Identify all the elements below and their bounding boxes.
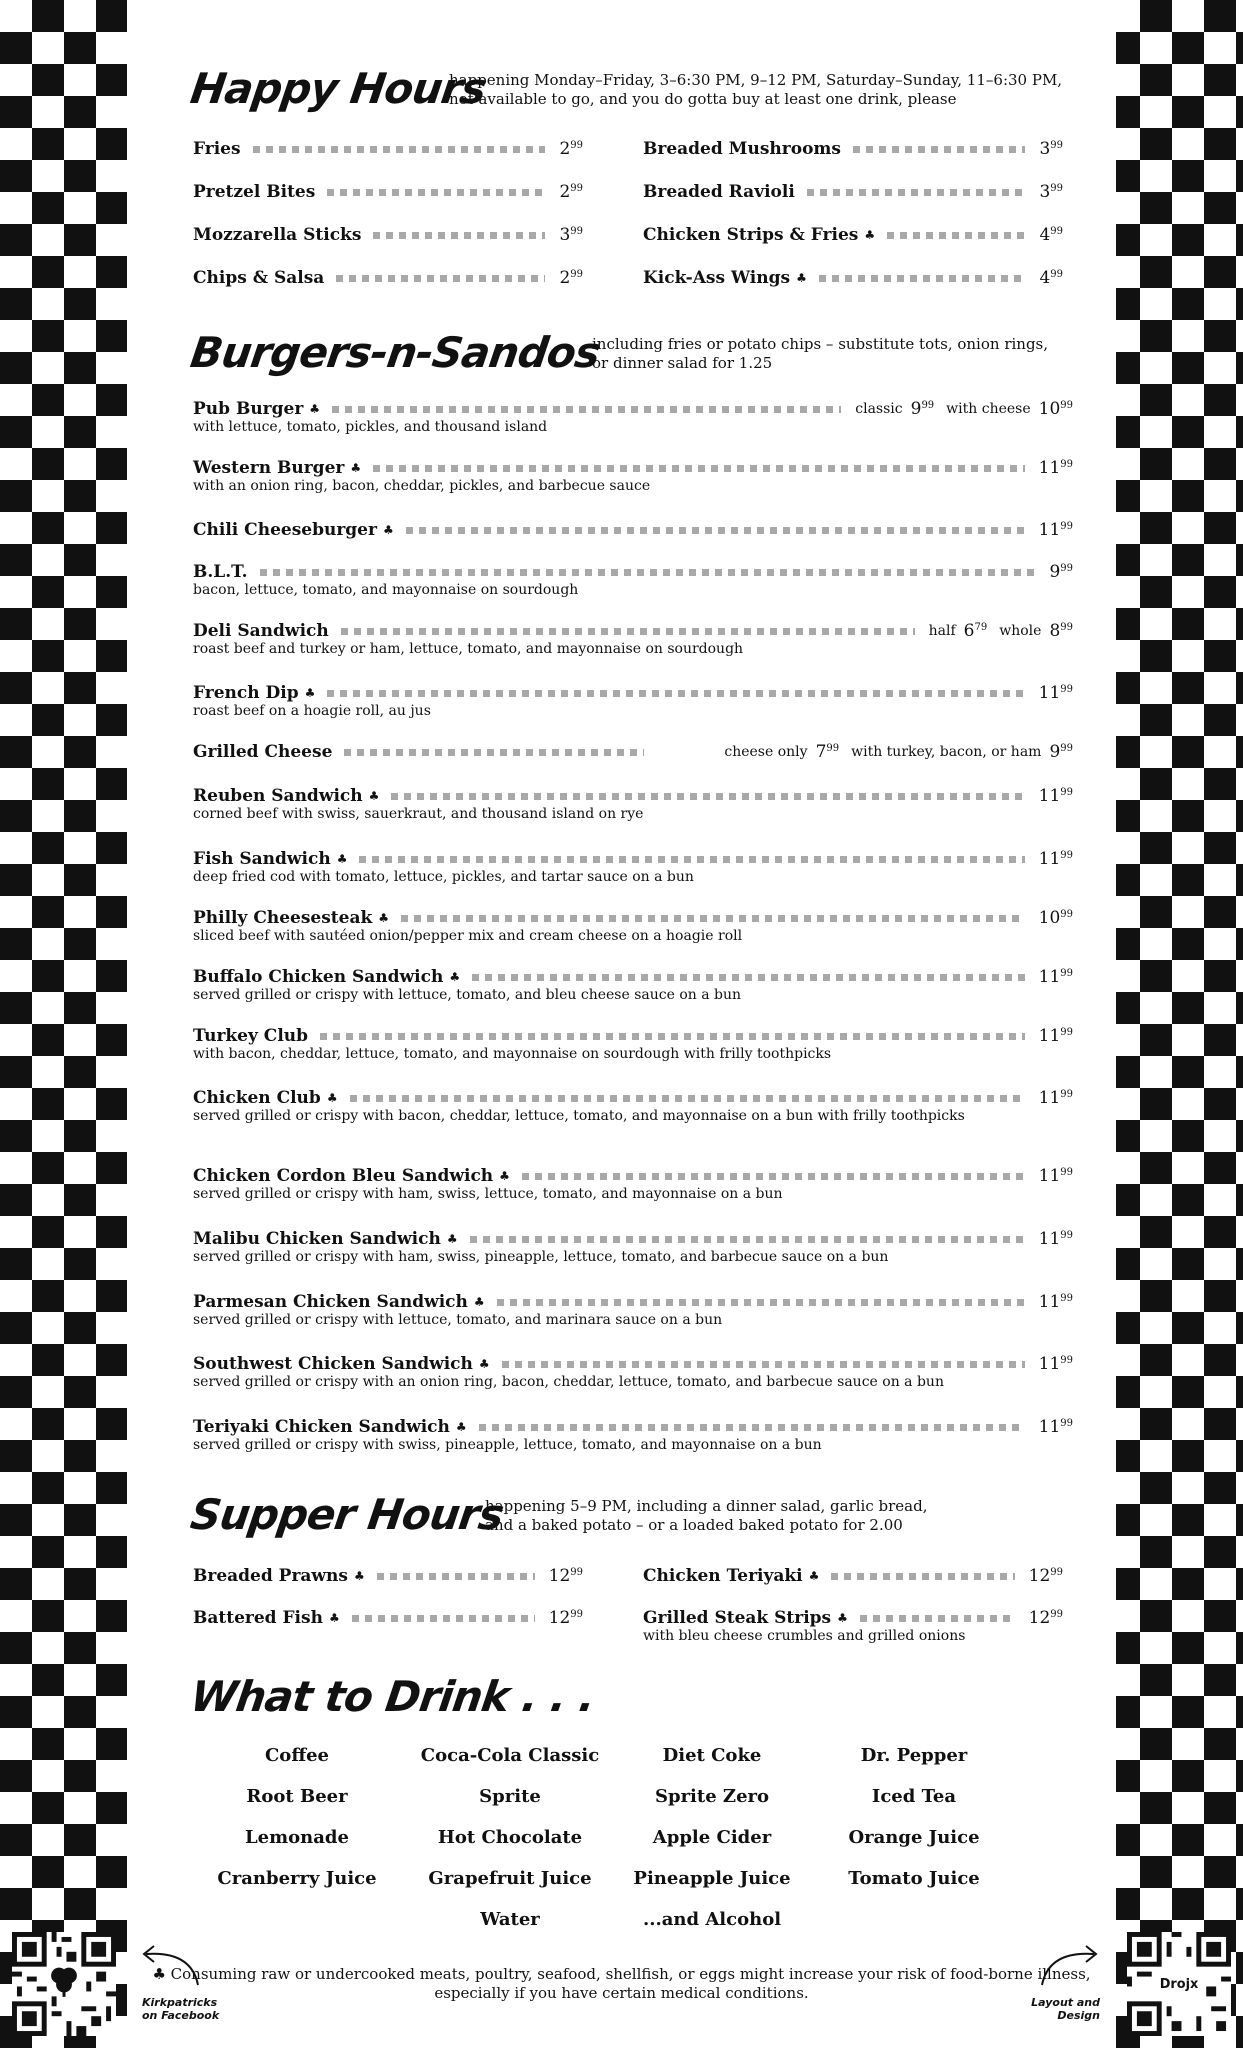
dot-leader [470,1236,1025,1243]
dot-leader [887,232,1025,239]
item-name: Turkey Club [193,1026,309,1046]
drink-item: Sprite Zero [654,1786,770,1807]
clover-icon: ♣ [328,1611,340,1625]
item-price [1049,621,1073,641]
item-name: Chips & Salsa [193,268,325,288]
variant-label: with cheese [946,401,1031,417]
item-description: served grilled or crispy with ham, swiss, lettuce, tomato, and mayonnaise on a bun [193,1186,783,1202]
item-price [549,1608,583,1628]
happy-hours-title: Happy Hours [187,64,489,113]
item-name: Grilled Steak Strips [643,1608,832,1628]
item-price-cents: 99 [1060,1230,1073,1241]
item-description: sliced beef with sautéed onion/pepper mix and cream cheese on a hoagie roll [193,928,743,944]
item-price-cents: 99 [1050,140,1063,151]
item-price [1049,562,1073,582]
item-price-dollars: 11 [1038,849,1061,869]
variant-price [964,621,988,641]
qr-center-text: Drojx [1159,1976,1199,1992]
clover-icon: ♣ [353,1569,365,1583]
menu-item [193,224,583,246]
item-description: bacon, lettuce, tomato, and mayonnaise on sourdough [193,582,579,598]
item-price-cents: 99 [570,140,583,151]
item-price [1029,1608,1063,1628]
menu-item [643,181,1063,203]
item-description: corned beef with swiss, sauerkraut, and thousand island on rye [193,806,644,822]
menu-item [193,1228,1073,1250]
item-price-cents: 99 [1060,743,1073,754]
dot-leader [853,146,1025,153]
happy-hours-note: happening Monday–Friday, 3–6:30 PM, 9–12 PM, Saturday–Sunday, 11–6:30 PM, not available to go, and you do gotta buy at least one drink, please [449,71,1063,108]
dot-leader [377,1573,535,1580]
item-price [1039,520,1073,540]
item-name: Battered Fish [193,1608,323,1628]
item-name: Western Burger [193,458,345,478]
item-price-dollars: 11 [1038,786,1061,806]
item-description: served grilled or crispy with lettuce, tomato, and marinara sauce on a bun [193,1312,723,1328]
item-price [1049,742,1073,762]
drink-item: Coca-Cola Classic [420,1745,600,1766]
dot-leader [860,1615,1015,1622]
drink-item: Grapefruit Juice [428,1868,592,1889]
variant-label: classic [855,401,903,417]
variant-price-dollars: 7 [815,742,827,762]
item-name: Pub Burger [193,399,304,419]
item-price [1039,458,1073,478]
dot-leader [502,1361,1025,1368]
dot-leader [344,749,644,756]
item-name: Teriyaki Chicken Sandwich [193,1417,450,1437]
drink-item: ...and Alcohol [642,1909,782,1930]
item-price-dollars: 11 [1038,1354,1061,1374]
menu-item [643,138,1063,160]
item-name: Kick-Ass Wings [643,268,791,288]
dot-leader [352,1615,535,1622]
dot-leader [401,915,1025,922]
item-description: roast beef on a hoagie roll, au jus [193,703,431,719]
item-price [1039,683,1073,703]
variant-price [911,399,935,419]
menu-item [193,181,583,203]
menu-item [193,398,1073,420]
clover-icon: ♣ [382,523,394,537]
menu-item [193,561,1073,583]
variant-price [816,742,840,762]
clover-icon: ♣ [368,789,380,803]
item-description: served grilled or crispy with swiss, pineapple, lettuce, tomato, and mayonnaise on a bun [193,1437,822,1453]
dot-leader [497,1299,1025,1306]
item-price [1039,1026,1073,1046]
item-description: served grilled or crispy with an onion ring, bacon, cheddar, lettuce, tomato, and barbecue sauce on a bun [193,1374,944,1390]
item-price [1039,1354,1073,1374]
variant-label: whole [999,623,1042,639]
supper-hours-title: Supper Hours [187,1490,507,1539]
checkerboard-border-left [0,0,127,2048]
clover-icon: ♣ [446,1232,458,1246]
item-price-cents: 99 [1050,1567,1063,1578]
drink-item: Coffee [264,1745,329,1766]
dot-leader [479,1424,1025,1431]
menu-item [193,785,1073,807]
item-description: with an onion ring, bacon, cheddar, pickles, and barbecue sauce [193,478,651,494]
item-price-dollars: 4 [1039,268,1051,288]
item-name: Mozzarella Sticks [193,225,362,245]
item-name: Southwest Chicken Sandwich [193,1354,473,1374]
item-name: Reuben Sandwich [193,786,363,806]
item-price-dollars: 11 [1038,1166,1061,1186]
clover-icon: ♣ [378,911,390,925]
dot-leader [406,527,1025,534]
item-price-dollars: 3 [1039,139,1051,159]
item-price-cents: 99 [1050,269,1063,280]
drink-item: Sprite [479,1786,541,1807]
item-price-cents: 99 [570,269,583,280]
menu-item [193,1416,1073,1438]
item-price-dollars: 12 [1028,1566,1051,1586]
item-price-dollars: 11 [1038,1292,1061,1312]
item-name: Buffalo Chicken Sandwich [193,967,444,987]
item-price-cents: 99 [570,1609,583,1620]
item-price [1039,1417,1073,1437]
item-price [1039,399,1073,419]
item-description: with lettuce, tomato, pickles, and thousand island [193,419,548,435]
variant-label: with turkey, bacon, or ham [851,744,1042,760]
dot-leader [260,569,1036,576]
item-name: Philly Cheesesteak [193,908,373,928]
item-name: Chicken Club [193,1088,321,1108]
qr-code-icon [1127,1932,1231,2036]
dot-leader [831,1573,1014,1580]
drink-item: Dr. Pepper [860,1745,968,1766]
drink-item: Root Beer [246,1786,348,1807]
dot-leader [373,232,545,239]
item-price-dollars: 12 [548,1566,571,1586]
dot-leader [819,275,1026,282]
item-name: Pretzel Bites [193,182,316,202]
clover-icon: ♣ [837,1611,848,1625]
menu-item [193,907,1073,929]
item-price [559,139,583,159]
item-price [1039,225,1063,245]
menu-item [193,1025,1073,1047]
clover-icon: ♣ [304,686,316,700]
item-price-dollars: 11 [1038,1229,1061,1249]
item-price [1039,967,1073,987]
facebook-label: Kirkpatricks on Facebook [142,1996,220,2022]
drink-item: Pineapple Juice [633,1868,791,1889]
dot-leader [320,1033,1025,1040]
item-price-dollars: 11 [1038,683,1061,703]
dot-leader [373,465,1025,472]
clover-icon: ♣ [336,852,348,866]
arrow-icon-right [1032,1940,1102,1994]
item-price [1039,182,1063,202]
dot-leader [522,1173,1025,1180]
item-price-dollars: 11 [1038,1088,1061,1108]
item-name: Chili Cheeseburger [193,520,377,540]
dot-leader [350,1095,1025,1102]
item-name: Chicken Teriyaki [643,1566,803,1586]
item-price-dollars: 9 [1049,742,1061,762]
item-name: Parmesan Chicken Sandwich [193,1292,468,1312]
item-name: Fish Sandwich [193,849,331,869]
item-price-cents: 99 [1060,787,1073,798]
item-price [1029,1566,1063,1586]
item-name: Breaded Mushrooms [643,139,841,159]
menu-item [643,267,1063,289]
menu-item [643,224,1063,246]
drink-item: Iced Tea [871,1786,957,1807]
menu-item [643,1607,1063,1629]
item-price-dollars: 11 [1038,967,1061,987]
item-price-cents: 99 [1060,459,1073,470]
item-name: Deli Sandwich [193,621,329,641]
item-name: Chicken Strips & Fries [643,225,859,245]
variant-label: cheese only [724,744,808,760]
item-price [549,1566,583,1586]
item-price-dollars: 12 [548,1608,571,1628]
item-price [1039,1292,1073,1312]
menu-item [193,1607,583,1629]
item-price [1039,849,1073,869]
dot-leader [327,690,1024,697]
drink-item: Tomato Juice [848,1868,980,1889]
item-description: served grilled or crispy with ham, swiss, pineapple, lettuce, tomato, and barbecue sauce on a bun [193,1249,889,1265]
item-price-cents: 99 [570,226,583,237]
variant-label: half [928,623,956,639]
item-description: served grilled or crispy with bacon, cheddar, lettuce, tomato, and mayonnaise on a bun with frilly toothpicks [193,1108,965,1124]
item-price-cents: 99 [570,1567,583,1578]
item-price-dollars: 2 [559,268,571,288]
menu-item [193,1353,1073,1375]
dot-leader [341,628,915,635]
item-price-cents: 99 [1060,1293,1073,1304]
item-description: served grilled or crispy with lettuce, tomato, and bleu cheese sauce on a bun [193,987,742,1003]
dot-leader [807,189,1026,196]
item-description: with bleu cheese crumbles and grilled onions [643,1628,966,1644]
menu-item [193,848,1073,870]
dot-leader [332,406,841,413]
item-price-cents: 99 [1060,1418,1073,1429]
item-price-dollars: 2 [559,139,571,159]
item-price-cents: 99 [1050,1609,1063,1620]
variant-price-cents: 79 [974,622,988,633]
item-price-cents: 99 [1050,183,1063,194]
item-price-dollars: 11 [1038,520,1061,540]
item-price-dollars: 9 [1049,562,1061,582]
item-price-cents: 99 [1060,850,1073,861]
menu-item [193,267,583,289]
item-price-dollars: 8 [1049,621,1061,641]
item-name: Fries [193,139,241,159]
item-description: roast beef and turkey or ham, lettuce, tomato, and mayonnaise on sourdough [193,641,744,657]
item-description: deep fried cod with tomato, lettuce, pickles, and tartar sauce on a bun [193,869,694,885]
item-price [1039,1088,1073,1108]
item-price-cents: 99 [1060,1027,1073,1038]
qr-code-icon [12,1932,116,2036]
item-price-cents: 99 [1060,909,1073,920]
item-price-dollars: 10 [1038,908,1061,928]
drink-item: Lemonade [245,1827,349,1848]
item-price [1039,908,1073,928]
clover-icon: ♣ [449,970,461,984]
item-price-dollars: 12 [1028,1608,1051,1628]
item-price-dollars: 10 [1038,399,1061,419]
item-price-cents: 99 [1060,1167,1073,1178]
burgers-note: including fries or potato chips – substitute tots, onion rings, or dinner salad for 1.25 [592,335,1049,372]
menu-item [193,620,1073,642]
clover-icon: ♣ [864,228,876,242]
clover-icon: ♣ [499,1169,510,1183]
menu-item [193,457,1073,479]
qr-code-facebook[interactable] [12,1932,116,2036]
drink-item: Diet Coke [662,1745,762,1766]
clover-icon: ♣ [478,1357,490,1371]
menu-item [193,1565,583,1587]
item-name: B.L.T. [193,562,248,582]
dot-leader [472,974,1025,981]
dot-leader [253,146,546,153]
drink-item: Water [480,1909,540,1930]
item-price-dollars: 11 [1038,1026,1061,1046]
variant-price-cents: 99 [826,743,840,754]
item-price [559,268,583,288]
food-safety-warning: ♣ Consuming raw or undercooked meats, poultry, seafood, shellfish, or eggs might increase your risk of food-borne illness, especially if you have certain medical conditions. [152,1965,1091,2002]
qr-code-designer[interactable] [1127,1932,1231,2036]
clover-icon: ♣ [309,402,321,416]
dot-leader [336,275,545,282]
burgers-title: Burgers-n-Sandos [187,328,603,377]
clover-icon: ♣ [455,1420,467,1434]
item-name: Grilled Cheese [193,742,333,762]
item-price-cents: 99 [1060,563,1073,574]
menu-item [193,1087,1073,1109]
variant-price-cents: 99 [921,400,935,411]
item-price-cents: 99 [1060,684,1073,695]
item-price [559,225,583,245]
drinks-title: What to Drink . . . [187,1672,598,1721]
menu-item [193,741,1073,763]
item-name: Chicken Cordon Bleu Sandwich [193,1166,494,1186]
menu-item [193,966,1073,988]
supper-hours-note: happening 5–9 PM, including a dinner salad, garlic bread, and a baked potato – or a loaded baked potato for 2.00 [485,1497,928,1534]
item-name: Breaded Ravioli [643,182,795,202]
clover-icon: ♣ [796,271,807,285]
menu-page [127,0,1116,2048]
variant-price-dollars: 6 [963,621,975,641]
item-price [1039,1229,1073,1249]
menu-item [193,682,1073,704]
item-price-dollars: 3 [1039,182,1051,202]
item-price-dollars: 3 [559,225,571,245]
item-price [1039,1166,1073,1186]
menu-item [193,1291,1073,1313]
item-price-dollars: 2 [559,182,571,202]
checkerboard-border-right [1116,0,1243,2048]
item-price [559,182,583,202]
menu-item [193,1165,1073,1187]
menu-item [193,138,583,160]
item-name: French Dip [193,683,299,703]
item-description: with bacon, cheddar, lettuce, tomato, and mayonnaise on sourdough with frilly toothpicks [193,1046,832,1062]
item-price-cents: 99 [1060,622,1073,633]
dot-leader [391,793,1024,800]
dot-leader [359,856,1024,863]
drink-item: Orange Juice [848,1827,980,1848]
drink-item: Hot Chocolate [437,1827,583,1848]
item-price-cents: 99 [570,183,583,194]
item-price-dollars: 4 [1039,225,1051,245]
variant-price-dollars: 9 [910,399,922,419]
item-price [1039,139,1063,159]
item-price [1039,786,1073,806]
item-price [1039,268,1063,288]
drink-item: Apple Cider [652,1827,772,1848]
item-name: Malibu Chicken Sandwich [193,1229,441,1249]
item-price-cents: 99 [1060,1355,1073,1366]
dot-leader [327,189,545,196]
item-price-cents: 99 [1060,968,1073,979]
item-name: Breaded Prawns [193,1566,348,1586]
design-credit-label: Layout and Design [1031,1996,1100,2022]
clover-icon: ♣ [808,1569,820,1583]
menu-item [193,519,1073,541]
item-price-cents: 99 [1060,1089,1073,1100]
drink-item: Cranberry Juice [217,1868,377,1889]
item-price-dollars: 11 [1038,1417,1061,1437]
menu-item [643,1565,1063,1587]
clover-icon: ♣ [473,1295,485,1309]
item-price-dollars: 11 [1038,458,1061,478]
item-price-cents: 99 [1050,226,1063,237]
item-price-cents: 99 [1060,521,1073,532]
clover-icon: ♣ [350,461,362,475]
item-price-cents: 99 [1060,400,1073,411]
clover-icon: ♣ [326,1091,338,1105]
